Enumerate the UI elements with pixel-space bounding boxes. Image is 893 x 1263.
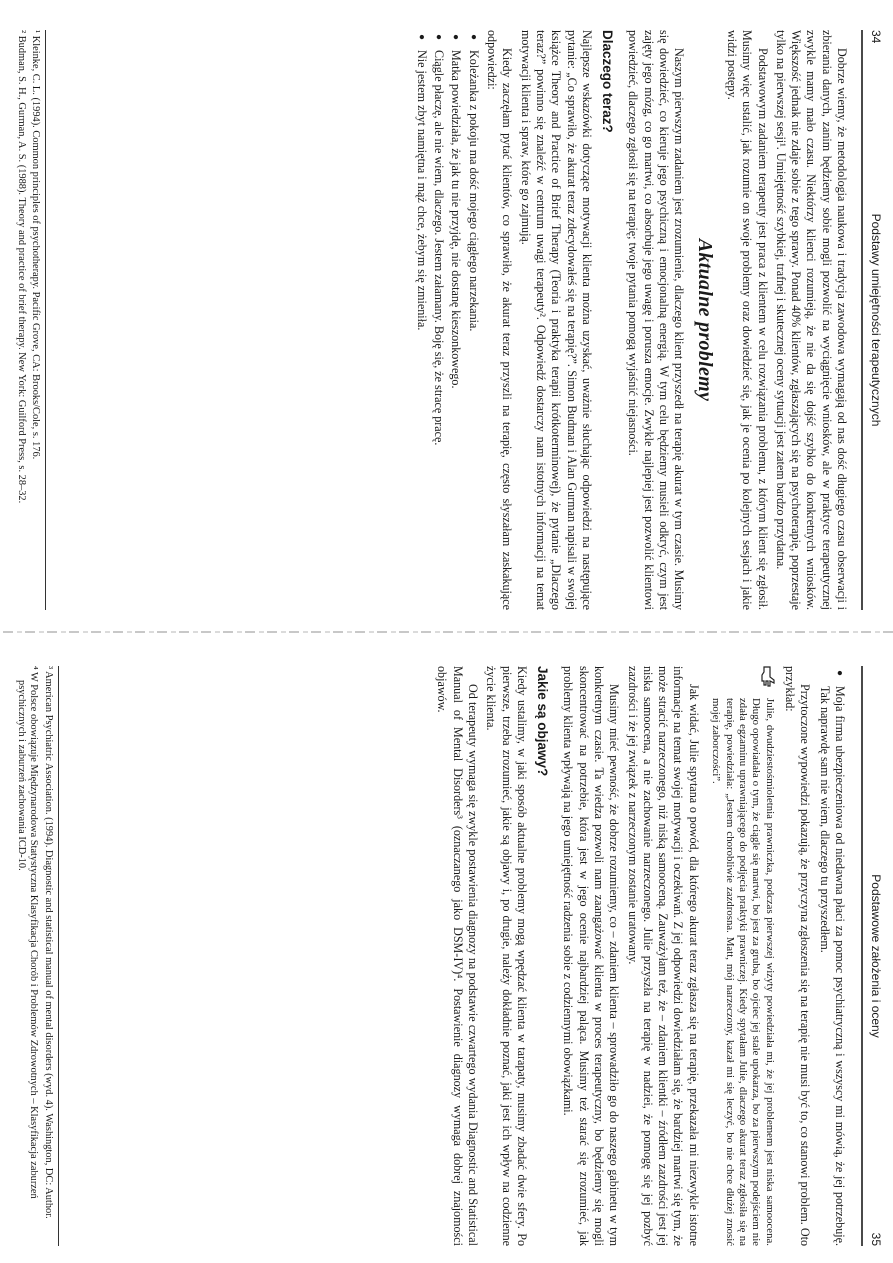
left-page: [0, 4, 893, 624]
list-item: ● Moja firma ubezpieczeniowa od niedawna płaci za pomoc psychiatryczną i wszyscy mi mówią, że jej potrzebuję. Tak naprawdę sam nie wiem, dlaczego tu przyszedłem.: [816, 666, 847, 1246]
paragraph: Kiedy ustalimy, w jaki sposób aktualne problemy mogą wpędzać klienta w tarapaty, musimy zbadać dwie sfery. Po pierwsze, trzeba zrozumieć, jakie są objawy i, po drugie, należy dokładnie poznać, jaki jest ich wpływ na codzienne życie klienta.: [484, 666, 529, 1246]
page-fold-divider: [0, 631, 893, 633]
subheading: Jakie są objawy?: [535, 666, 551, 777]
running-head: [861, 30, 885, 610]
paragraph: Dobrze wiemy, że metodologia naukowa i tradycja zawodowa wymagają od nas dość długiego czasu obserwacji i zbierania danych, zanim będziemy sobie mogli pozwolić na wyciągnięcie wniosków, ale w praktyce terapeutycznej zwykle mamy mało czasu. Niektórzy klienci rozumieją, że nie da się dojść szybko do konkretnych wniosków. Większość jednak nie zdaje sobie z tego sprawy. Ponad 40% klientów, zgłaszających się na psychoterapię, poprzestaje tylko na pierwszej sesji¹. Umiejętność szybkiej, trafnej i skutecznej oceny sytuacji jest zatem bardzo przydatna.: [773, 30, 849, 610]
list-item: ● Koleżanka z pokoju ma dość mojego ciągłego narzekania.: [465, 30, 480, 610]
left-page-body: [410, 30, 849, 610]
paragraph: Musimy mieć pewność, że dobrze rozumiemy, co – zdaniem klienta – sprowadziło go do naszego gabinetu w tym konkretnym czasie. Ta wiedza pozwoli nam zaangażować klienta w proces terapeutyczny, bo będziemy się mogli skoncentrować na potrzebie, która jest w jego ocenie najbardziej paląca. Musimy też starać się zrozumieć, jak problemy klienta wpływają na jego umiejętność radzenia sobie z codziennymi obowiązkami.: [561, 666, 622, 1246]
subheading: Dlaczego teraz?: [600, 30, 616, 133]
example-text: Julie, dwudziestośmioletnia prawniczka, podczas pierwszej wizyty powiedziała mi, że jej problemem jest niska samoocena. Długo opowiadała o tym, że ciągle się martwi, bo jest za gruba, bo ojciec jej stale upokarza, bo za pierwszym podejściem nie zdała egzaminu uprawniającego do podjęcia praktyki prawniczej. Kiedy spytałam Julie, dlaczego akurat teraz zgłosiła się na terapię, powiedziała: „Jestem chorobliwie zazdrosna. Matt, mój narzeczony, kazał mi się leczyć, bo nie chce dłużej znosić mojej zaborczości”.: [710, 698, 776, 1246]
right-page: [0, 640, 893, 1260]
paragraph: Podstawowym zadaniem terapeuty jest praca z klientem w celu rozwiązania problemu, z którym klient się zgłosił. Musimy więc ustalić, jak rozumie on swoje problemy oraz dowiedzieć się, jak je ocenia po kolejnych sesjach i jakie widzi postępy.: [724, 30, 770, 610]
pointing-hand-icon: [760, 666, 776, 688]
footnote: ² Budman, S. H., Gurman, A. S. (1988). Theory and practice of brief therapy. New York: Guilford Press, s. 28–32.: [15, 30, 27, 504]
right-page-body: [431, 666, 849, 1246]
page-number: 34: [869, 30, 883, 44]
footnote: ¹ Kleinke, C. L. (1994). Common principles of psychotherapy. Pacific Grove, CA: Brooks/Cole, s. 176.: [30, 30, 42, 460]
running-head-title: Podstawowe założenia i oceny: [869, 874, 883, 1038]
footnotes: [12, 666, 59, 1246]
list-item: ● Nie jestem zbyt namiętna i mąż chce, żebym się zmieniła.: [414, 30, 429, 610]
page-number: 35: [869, 1232, 883, 1246]
paragraph: Przytoczone wypowiedzi pokazują, że przyczyna zgłoszenia się na terapię nie musi być to, co stanowi problem. Oto przykład:: [783, 666, 813, 1246]
footnotes: [12, 30, 46, 610]
footnote: ³ American Psychiatric Association. (1994). Diagnostic and statistical manual of mental disorders (wyd. 4). Washington, DC: Author.: [42, 666, 54, 1219]
running-head-title: Podstawy umiejętności terapeutycznych: [869, 213, 883, 427]
paragraph: Od terapeuty wymaga się zwykle postawienia diagnozy na podstawie czwartego wydania Diagnostic and Statistical Manual of Mental Disorders³ (oznaczanego jako DSM-IV)⁴. Postawienie diagnozy wymaga dobrej znajomości objawów.: [435, 666, 480, 1246]
list-item: ● Ciągle płaczę, ale nie wiem, dlaczego. Jestem załamany. Boję się, że stracę pracę.: [431, 30, 446, 610]
example-box: [709, 666, 776, 1246]
section-title: Aktualne problemy: [693, 238, 716, 402]
paragraph: Jak widać, Julie spytana o powód, dla którego akurat teraz zgłasza się na terapię, przekazała mi niezwykle istotne informacje na temat swojej motywacji i oczekiwań. Z jej odpowiedzi dowiedziałam się, że bardziej martwi się tym, że może stracić narzeczonego, niż niską samooceną. Zauważyłam też, że – zdaniem klientki – źródłem zazdrości jest jej niska samoocena, a nie zachowanie narzeczonego. Julie przyszła na terapię w nadziei, że pomogę się jej pozbyć zazdrości i że jej związek z narzeczonym zostanie uratowany.: [625, 666, 701, 1246]
running-head: [861, 666, 885, 1246]
bullet-list: [816, 666, 847, 1246]
footnote: ⁴ W Polsce obowiązuje Międzynarodowa Statystyczna Klasyfikacja Chorób i Problemów Zdrowotnych – Klasyfikacja zaburzeń psychicznych i zaburzeń zachowania ICD-10.: [15, 666, 40, 1199]
list-item: ● Matka powiedziała, że jak tu nie przyjdę, nie dostanę kieszonkowego.: [448, 30, 463, 610]
paragraph: Najlepsze wskazówki dotyczące motywacji klienta można uzyskać, uważnie słuchając odpowiedzi na następujące pytanie: „Co sprawiło, że akurat teraz zdecydowałeś się na terapię?”. Simon Budman i Alan Gurman napisali w swojej książce Theory and Practice of Brief Therapy (Teoria i praktyka terapii krótkoterminowej), że pytanie „Dlaczego teraz?” powinno się znaleźć w centrum uwagi terapeuty². Odpowiedź dostarczy nam istotnych informacji na temat motywacji klienta i spraw, które go zajmują.: [518, 30, 594, 610]
bullet-list: [414, 30, 481, 610]
paragraph: Naszym pierwszym zadaniem jest zrozumienie, dlaczego klient przyszedł na terapię akurat w tym czasie. Musimy się dowiedzieć, co kieruje jego psychiczną i emocjonalną energią. W tym celu będziemy musieli odkryć, czym jest zajęty jego mózg, co go martwi, co absorbuje jego uwagę i porusza emocje. Zwykle najlepiej jest pozwolić klientowi powiedzieć, dlaczego zgłosił się na terapię; twoje pytania pomogą wyjaśnić niejasności.: [626, 30, 687, 610]
paragraph: Kiedy zaczęłam pytać klientów, co sprawiło, że akurat teraz przyszli na terapię, często słyszałam zaskakujące odpowiedzi:: [485, 30, 515, 610]
